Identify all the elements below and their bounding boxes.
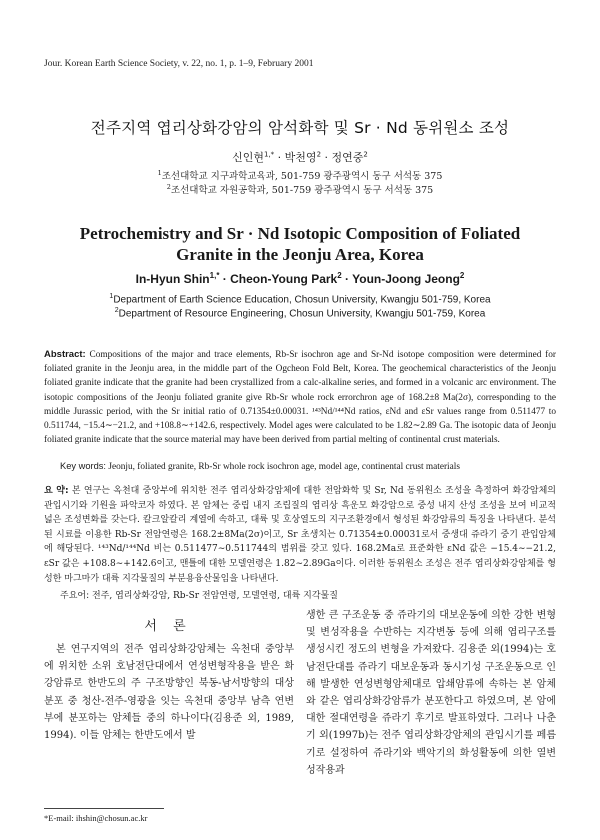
english-authors [0,271,600,286]
abstract-text: Compositions of the major and trace elements, Rb-Sr isochron age and Sr-Nd isotope composition were determined for foliated granite in the Jeonju area, in the middle part of the Ogcheon Fold Belt, Korea. The geochemical characteristics of the Jeonju foliated granite indicate that the granite had been crystallized from a calc-alkaline series, and formed in a volcanic arc environment. The isotopic compositions of the Jeonju foliated granite give Rb-Sr whole rock errorchron age of 168.2±8 Ma(2σ), corresponding to the middle Jurassic period, with the Sr initial ratio of 0.71354±0.00031. ¹⁴³Nd/¹⁴⁴Nd ratios, εNd and εSr values range from 0.511477 to 0.511744, −15.4∼−21.2, and +108.8∼+142.6, respectively. Model ages were calculated to be 1.82∼2.89 Ga. The isotopic data of Jeonju foliated granite indicate that the source material may have been derived from partial melting of continental crust materials. [44,350,557,446]
en-aff-2-text: Department of Resource Engineering, Chosun University, Kwangju 501-759, Korea [118,308,486,320]
en-author-2-sup: 2 [337,271,342,280]
english-abstract [44,348,556,447]
korean-affiliation-1 [0,168,600,182]
kr-author-3: 정연중 [331,151,364,164]
english-title [0,223,600,265]
keywords-label: Key words: [60,461,106,471]
en-author-1-sup: 1,* [209,271,220,280]
kr-author-2-sup: 2 [316,150,322,159]
journal-reference: Jour. Korean Earth Science Society, v. 22, no. 1, p. 1–9, February 2001 [44,59,314,69]
keywords-text: Jeonju, foliated granite, Rb-Sr whole rock isochron age, model age, continental crust materials [108,462,460,472]
kr-author-2: 박천영 [284,151,317,164]
en-aff-1-text: Department of Earth Science Education, Chosun University, Kwangju 501-759, Korea [113,294,491,306]
en-author-sep: · [219,272,231,286]
kr-abstract-label: 요 약: [44,486,69,496]
intro-column-right: 생한 큰 구조운동 중 쥬라기의 대보운동에 의한 강한 변형 및 변성작용을 수반하는 지각변동 등에 의해 엽리구조를 생성시킨 정도의 변형을 가져왔다. 김용준 외(1994)는 호남전단대를 쥬라기 대보운동과 동시기성 구조운동으로 인해 발생한 연성변형암체대로 압쇄암류에 속하는 본 암체와 같은 엽리상화강암류가 분포한다고 하였으며, 본 암에 대한 절대연령을 쥬라기 후기로 발표하였다. 그러나 나춘기 외(1997b)는 전주 엽리상화강암체의 관입시기를 페름기로 설정하여 쥬라기와 백악기의 화성활동에 의한 열변성작용과 [306,610,556,776]
en-author-3: Youn-Joong Jeong [352,272,460,286]
english-title-line-2: Granite in the Jeonju Area, Korea [176,245,424,264]
en-author-3-sup: 2 [459,271,465,280]
english-affiliation-2 [0,307,600,319]
english-title-line-1: Petrochemistry and Sr · Nd Isotopic Composition of Foliated [79,224,521,243]
kr-author-sep: · [274,151,285,164]
korean-title: 전주지역 엽리상화강암의 암석화학 및 Sr · Nd 동위원소 조성 [90,119,510,137]
kr-author-sep: · [321,151,332,164]
en-author-1: In-Hyun Shin [135,272,210,286]
english-affiliation-1 [0,293,600,305]
english-keywords [60,461,556,472]
footnote-email: *E-mail: ihshin@chosun.ac.kr [44,813,148,823]
kr-author-3-sup: 2 [363,150,368,159]
kr-keywords-label: 주요어: [60,591,90,601]
kr-aff-1-sup: 1 [157,168,162,177]
kr-author-1: 신인현 [232,151,264,164]
section-heading-introduction: 서 론 [144,619,192,634]
kr-keywords-text: 전주, 엽리상화강암, Rb-Sr 전암연령, 모델연령, 대륙 지각물질 [92,591,338,601]
en-author-2: Cheon-Young Park [230,272,338,286]
kr-aff-2-sup: 2 [166,182,171,191]
kr-aff-2-text: 조선대학교 자원공학과, 501-759 광주광역시 동구 서석동 375 [170,185,434,196]
korean-authors [0,149,600,165]
intro-column-left: 본 연구지역의 전주 엽리상화강암체는 옥천대 중앙부에 위치한 소위 호남전단대에서 연성변형작용을 받은 화강암류로 한반도의 주 구조방향인 북동-남서방향의 대상분포 중 청산-전주-영광을 잇는 옥천대 중앙부 남측 연변부에 분포하는 암체들 중의 하나이다(김용준 외, 1989, 1994). 이들 암체는 한반도에서 발 [44,644,294,742]
korean-abstract [44,484,556,586]
en-author-sep: · [341,272,353,286]
en-aff-1-sup: 1 [109,293,114,300]
en-aff-2-sup: 2 [114,307,119,314]
kr-abstract-text: 본 연구는 옥천대 중앙부에 위치한 전주 엽리상화강암체에 대한 전암화학 및 Sr, Nd 동위원소 조성을 측정하여 화강암체의 관입시기와 기원을 파악코자 하였다. 본 암체는 중립 내지 조립질의 엽리상 흑운모 화강암으로 중성 내지 산성 조성을 보여 비교적 넓은 조성변화를 갖는다. 칼크알칼리 계열에 속하고, 대륙 및 호상열도의 지구조환경에서 형성된 화강암류의 특징을 나타낸다. 분석된 시료를 이용한 Rb-Sr 전암연령은 168.2±8Ma(2σ)이고, Sr 초생치는 0.71354±0.00031로서 중생대 쥬라기 중기 관입암체에 해당된다. ¹⁴³Nd/¹⁴⁴Nd 비는 0.511477∼0.511744의 범위를 갖고 있다. 168.2Ma로 표준화한 εNd 값은 −15.4∼−21.2, εSr 값은 +108.8∼+142.6이고, 맨틀에 대한 모델연령은 1.82∼2.89Ga이다. 이러한 동위원소 조성은 전주 엽리상화강암체를 형성한 마그마가 대륙 지각물질의 부분용융산물임을 나타낸다. [44,486,556,584]
korean-keywords [60,588,338,601]
kr-aff-1-text: 조선대학교 지구과학교육과, 501-759 광주광역시 동구 서석동 375 [161,171,443,182]
kr-author-1-sup: 1,* [263,150,275,159]
abstract-label: Abstract: [44,349,86,360]
footnote-divider [44,808,164,809]
korean-affiliation-2 [0,182,600,196]
